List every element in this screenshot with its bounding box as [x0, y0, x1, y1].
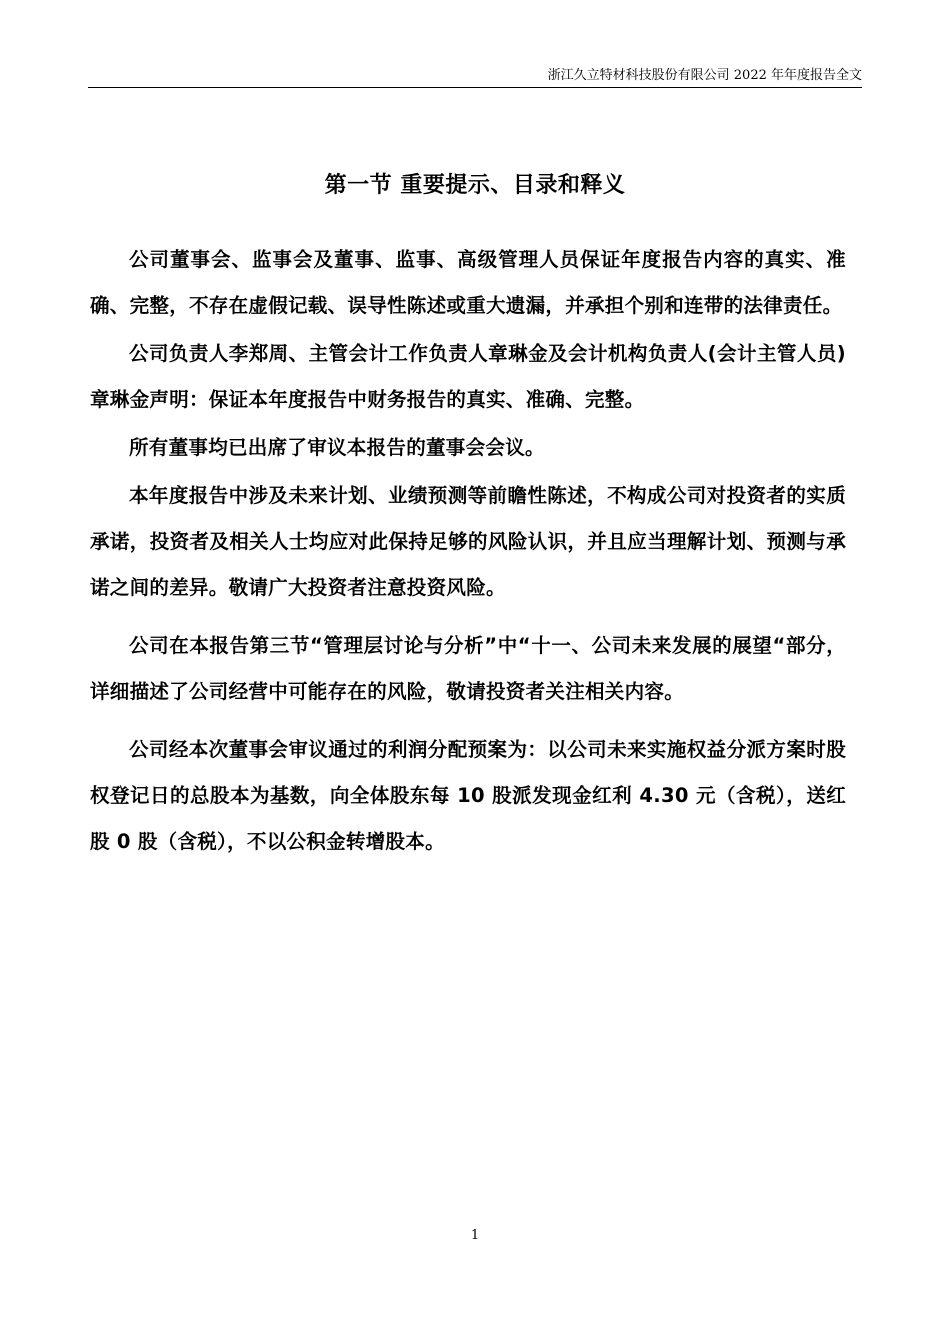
- paragraph-forward-looking-statement: 本年度报告中涉及未来计划、业绩预测等前瞻性陈述，不构成公司对投资者的实质承诺，投资者及相关人士均应对此保持足够的风险认识，并且应当理解计划、预测与承诺之间的差异。敬请广大投资者注意投资风险。: [90, 484, 846, 599]
- paragraph-profit-distribution: 公司经本次董事会审议通过的利润分配预案为：以公司未来实施权益分派方案时股权登记日的总股本为基数，向全体股东每 10 股派发现金红利 4.30 元（含税），送红股 0 股（含税），不以公积金转增股本。: [90, 738, 846, 853]
- header-divider: [88, 87, 862, 88]
- page-number: 1: [470, 1228, 480, 1243]
- paragraph-directors-attendance: 所有董事均已出席了审议本报告的董事会会议。: [129, 436, 545, 459]
- paragraph-board-guarantee: 公司董事会、监事会及董事、监事、高级管理人员保证年度报告内容的真实、准确、完整，不存在虚假记载、误导性陈述或重大遗漏，并承担个别和连带的法律责任。: [90, 248, 846, 317]
- running-header: 浙江久立特材科技股份有限公司 2022 年年度报告全文: [547, 68, 862, 83]
- body-text: [90, 237, 846, 865]
- paragraph-responsible-persons-statement: 公司负责人李郑周、主管会计工作负责人章琳金及会计机构负责人(会计主管人员)章琳金声明：保证本年度报告中财务报告的真实、准确、完整。: [90, 342, 846, 411]
- paragraph-risk-reference: 公司在本报告第三节“管理层讨论与分析”中“十一、公司未来发展的展望“部分，详细描述了公司经营中可能存在的风险，敬请投资者关注相关内容。: [90, 634, 846, 703]
- section-title: 第一节 重要提示、目录和释义: [324, 173, 626, 198]
